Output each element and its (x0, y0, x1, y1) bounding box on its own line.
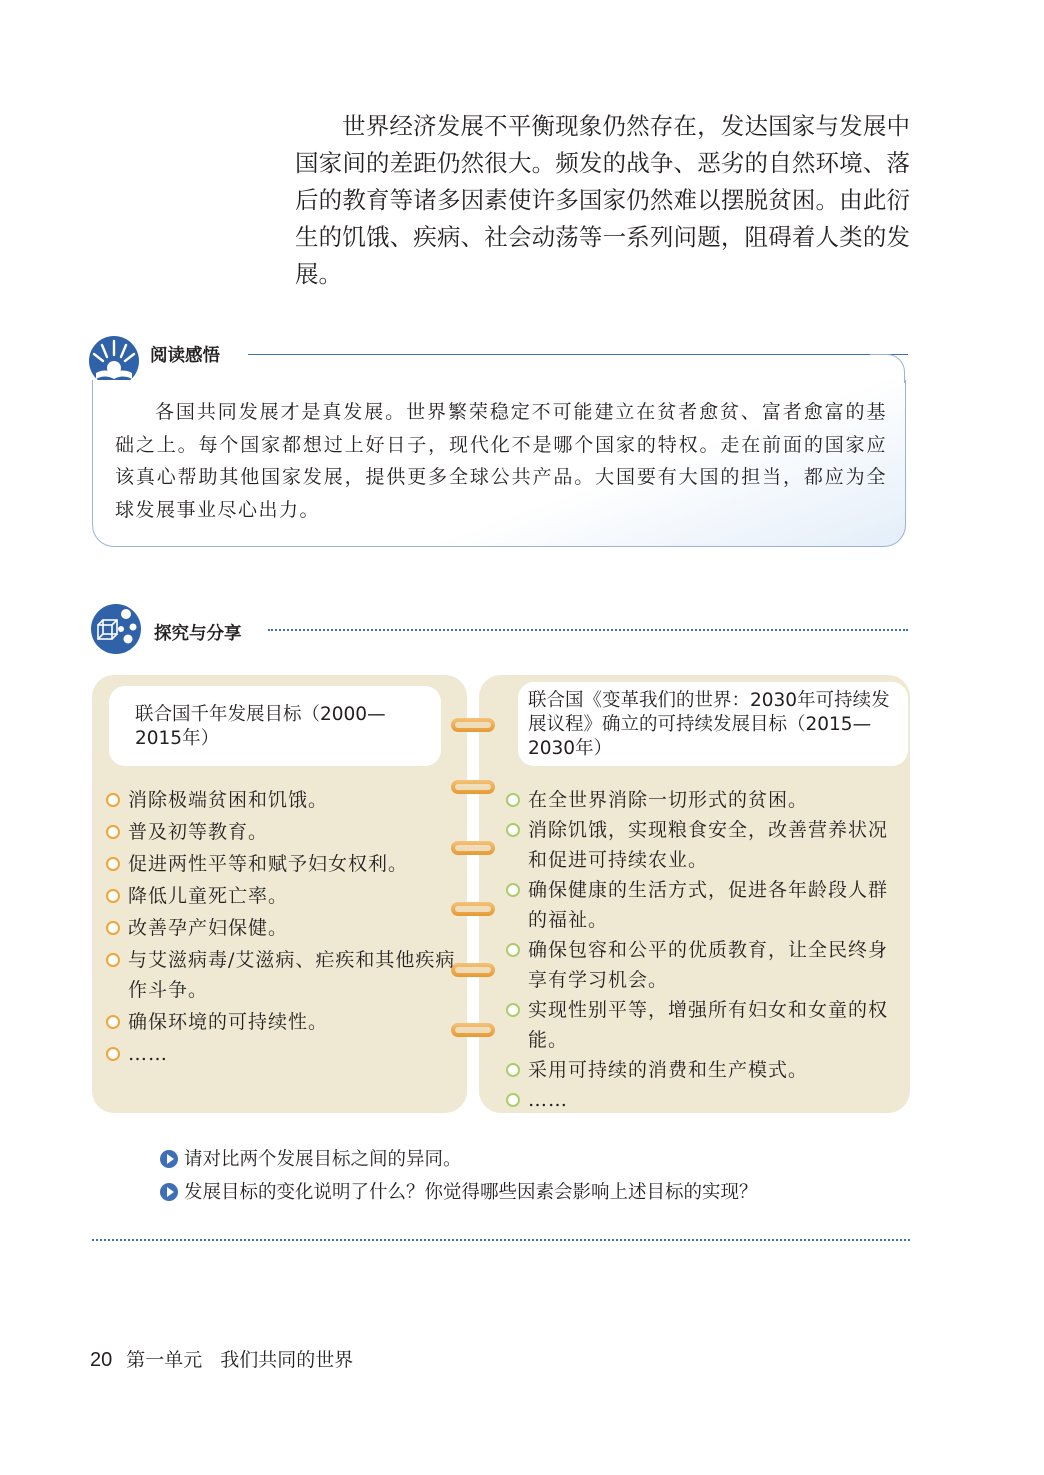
binder-ring (451, 841, 495, 855)
list-item: 促进两性平等和赋予妇女权利。 (106, 849, 456, 879)
unit-title: 我们共同的世界 (220, 1349, 354, 1371)
bullet-circle-icon (106, 953, 120, 967)
list-item: 与艾滋病毒/艾滋病、疟疾和其他疾病作斗争。 (106, 945, 456, 1005)
reading-section-title: 阅读感悟 (150, 346, 220, 366)
binder-ring (451, 1023, 495, 1037)
bullet-circle-icon (506, 1063, 520, 1077)
play-arrow-icon (160, 1183, 178, 1201)
sdg-heading: 联合国《变革我们的世界：2030年可持续发展议程》确立的可持续发展目标（2015—2030年） (528, 690, 890, 759)
explore-title-divider (268, 629, 908, 631)
list-item: 普及初等教育。 (106, 817, 456, 847)
page-number: 20 (90, 1349, 113, 1371)
discussion-questions (160, 1143, 758, 1209)
bullet-circle-icon (506, 943, 520, 957)
mdg-heading-card (109, 686, 441, 766)
list-item: 消除极端贫困和饥饿。 (106, 785, 456, 815)
list-item: …… (506, 1085, 901, 1115)
bullet-circle-icon (106, 793, 120, 807)
question-item: 发展目标的变化说明了什么？你觉得哪些因素会影响上述目标的实现？ (160, 1176, 758, 1209)
reading-title-rule (248, 354, 908, 355)
page-footer (90, 1345, 353, 1372)
bullet-circle-icon (106, 921, 120, 935)
reading-box-corner (870, 354, 905, 383)
unit-label: 第一单元 (126, 1349, 203, 1371)
play-arrow-icon (160, 1150, 178, 1168)
list-item: 确保包容和公平的优质教育，让全民终身享有学习机会。 (506, 935, 901, 995)
section-end-divider (92, 1239, 910, 1241)
bullet-circle-icon (106, 1047, 120, 1061)
explore-molecule-icon (90, 603, 142, 655)
explore-section-title: 探究与分享 (154, 624, 242, 644)
bullet-circle-icon (106, 889, 120, 903)
list-item: 在全世界消除一切形式的贫困。 (506, 785, 901, 815)
mdg-heading: 联合国千年发展目标（2000—2015年） (135, 704, 386, 749)
bullet-circle-icon (106, 825, 120, 839)
bullet-circle-icon (506, 1093, 520, 1107)
reading-box-edge (92, 395, 93, 415)
mdg-goal-list (106, 785, 456, 1071)
list-item: …… (106, 1039, 456, 1069)
sdg-heading-card (518, 682, 908, 766)
binder-ring (451, 780, 495, 794)
bullet-circle-icon (506, 823, 520, 837)
list-item: 采用可持续的消费和生产模式。 (506, 1055, 901, 1085)
reading-text: 各国共同发展才是真发展。世界繁荣稳定不可能建立在贫者愈贫、富者愈富的基础之上。每个国家都想过上好日子，现代化不是哪个国家的特权。走在前面的国家应该真心帮助其他国家发展，提供更多全球公共产品。大国要有大国的担当，都应为全球发展事业尽心出力。 (115, 401, 887, 521)
intro-paragraph: 世界经济发展不平衡现象仍然存在，发达国家与发展中国家间的差距仍然很大。频发的战争、恶劣的自然环境、落后的教育等诸多因素使许多国家仍然难以摆脱贫困。由此衍生的饥饿、疾病、社会动荡等一系列问题，阻碍着人类的发展。 (295, 112, 910, 288)
bullet-circle-icon (106, 1015, 120, 1029)
list-item: 消除饥饿，实现粮食安全，改善营养状况和促进可持续农业。 (506, 815, 901, 875)
list-item: 确保健康的生活方式，促进各年龄段人群的福祉。 (506, 875, 901, 935)
bullet-circle-icon (506, 883, 520, 897)
binder-ring (451, 718, 495, 732)
list-item: 确保环境的可持续性。 (106, 1007, 456, 1037)
list-item: 实现性别平等，增强所有妇女和女童的权能。 (506, 995, 901, 1055)
bullet-circle-icon (506, 793, 520, 807)
question-item: 请对比两个发展目标之间的异同。 (160, 1143, 758, 1176)
list-item: 改善孕产妇保健。 (106, 913, 456, 943)
binder-ring (451, 902, 495, 916)
bullet-circle-icon (106, 857, 120, 871)
sdg-goal-list (506, 785, 901, 1115)
list-item: 降低儿童死亡率。 (106, 881, 456, 911)
bullet-circle-icon (506, 1003, 520, 1017)
binder-ring (451, 963, 495, 977)
